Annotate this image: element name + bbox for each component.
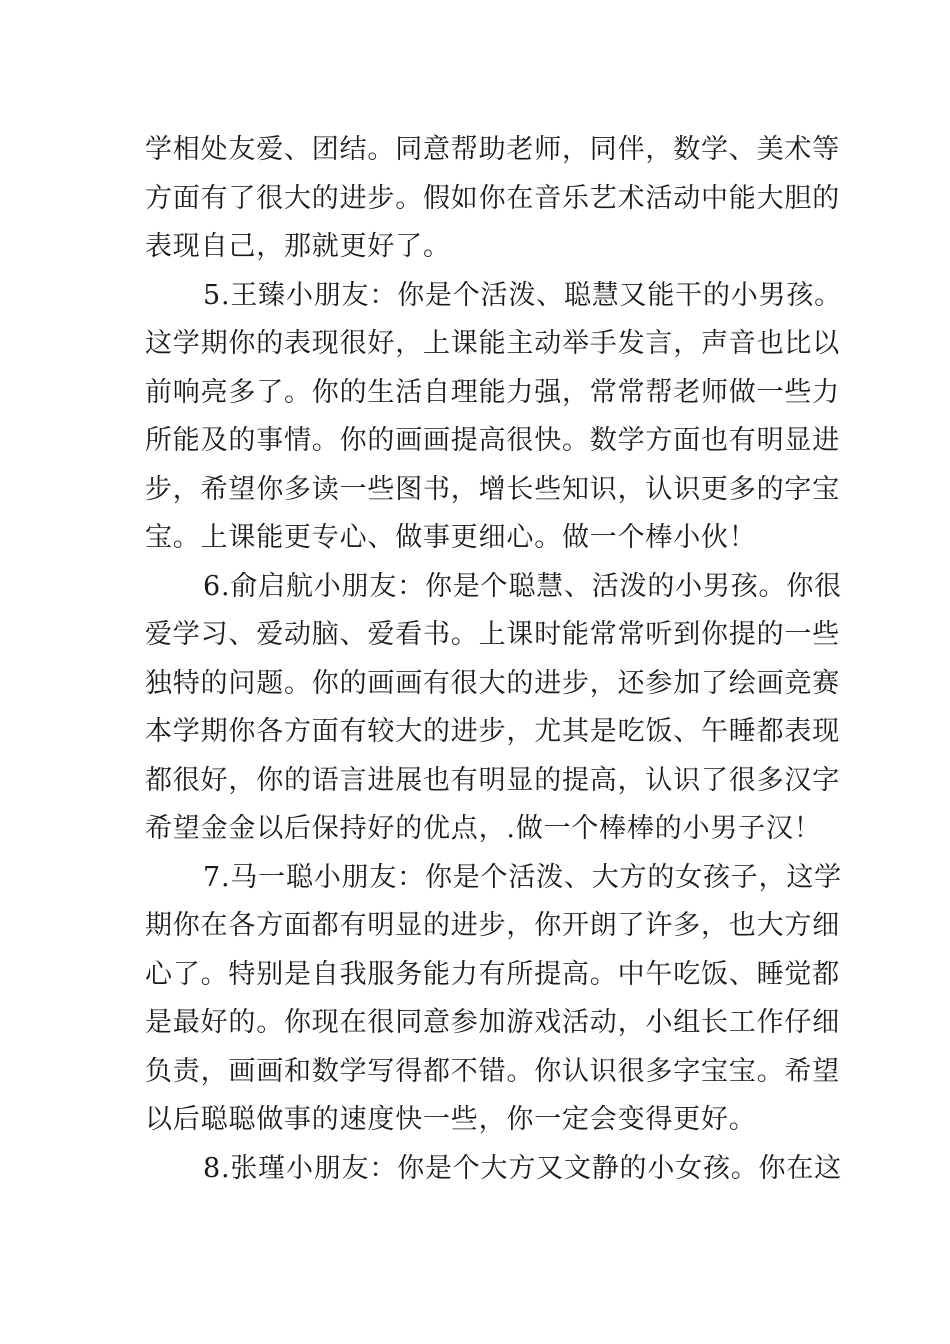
text-line: 心了。特别是自我服务能力有所提高。中午吃饭、睡觉都 <box>145 958 840 990</box>
text-line: 表现自己，那就更好了。 <box>145 231 451 262</box>
text-line: 方面有了很大的进步。假如你在音乐艺术活动中能大胆的 <box>145 182 840 214</box>
text-line: 爱学习、爱动脑、爱看书。上课时能常常听到你提的一些 <box>145 619 840 650</box>
text-line: 步，希望你多读一些图书，增长些知识，认识更多的字宝 <box>145 473 840 505</box>
text-line: 学相处友爱、团结。同意帮助老师，同伴，数学、美术等 <box>145 134 840 165</box>
document-body <box>145 126 842 1193</box>
text-line: 期你在各方面都有明显的进步，你开朗了许多，也大方细 <box>145 910 840 941</box>
text-line: 以后聪聪做事的速度快一些，你一定会变得更好。 <box>145 1104 757 1135</box>
paragraph-first-line: 5.王臻小朋友：你是个活泼、聪慧又能干的小男孩。 <box>203 279 842 311</box>
text-line: 独特的问题。你的画画有很大的进步，还参加了绘画竞赛 <box>145 667 840 699</box>
paragraph-first-line: 8.张瑾小朋友：你是个大方又文静的小女孩。你在这 <box>203 1152 842 1184</box>
text-line: 前响亮多了。你的生活自理能力强，常常帮老师做一些力 <box>145 376 840 408</box>
text-line: 负责，画画和数学写得都不错。你认识很多字宝宝。希望 <box>145 1055 840 1087</box>
paragraph-first-line: 6.俞启航小朋友：你是个聪慧、活泼的小男孩。你很 <box>203 570 842 602</box>
paragraph-first-line: 7.马一聪小朋友：你是个活泼、大方的女孩子，这学 <box>203 861 842 893</box>
text-line: 是最好的。你现在很同意参加游戏活动，小组长工作仔细 <box>145 1007 840 1038</box>
text-line: 这学期你的表现很好，上课能主动举手发言，声音也比以 <box>145 328 840 359</box>
text-line: 希望金金以后保持好的优点，.做一个棒棒的小男子汉！ <box>145 813 822 844</box>
text-line: 所能及的事情。你的画画提高很快。数学方面也有明显进 <box>145 425 840 456</box>
text-line: 都很好，你的语言进展也有明显的提高，认识了很多汉字 <box>145 764 840 796</box>
text-line: 宝。上课能更专心、做事更细心。做一个棒小伙！ <box>145 522 757 553</box>
text-line: 本学期你各方面有较大的进步，尤其是吃饭、午睡都表现 <box>145 716 840 747</box>
